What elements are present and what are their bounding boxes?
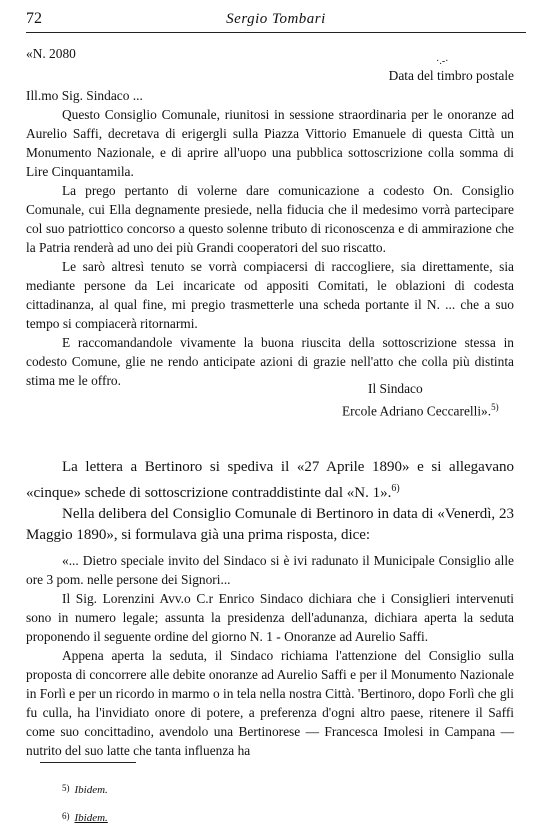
footnote [62, 775, 108, 803]
footnote [62, 803, 108, 831]
footnote-ref-5: 5) [491, 402, 499, 412]
salutation: Ill.mo Sig. Sindaco ... [26, 88, 143, 103]
footnote-rule [40, 762, 136, 763]
footnote-text: Ibidem. [74, 812, 108, 824]
footnote-ref: 5) [62, 783, 70, 793]
page-number: 72 [26, 10, 42, 27]
postmark-date: Data del timbro postale [388, 68, 514, 83]
signature-block [342, 379, 542, 420]
header-rule [26, 32, 526, 33]
narrative-paragraph: Nella delibera del Consiglio Comunale di Bertinoro in data di «Venerdì, 23 Maggio 1890», si formulava già una prima risposta, dice: [26, 506, 514, 543]
quote-paragraph: Appena aperta la seduta, il Sindaco richiama l'attenzione del Consiglio sulla proposta di concorrere alle debite onoranze ad Aurelio Saffi e per il Monumento Nazionale in Forlì e per un ricordo in marmo o in tela nella nostra Città. 'Bertinoro, dopo Forlì che gli fu culla, ha l'invidiato onore di potere, a preferenza d'ogni altro paese, ritenere il Saffi come suo concittadino, avendolo una Bertinorese — Francesca Imolesi in Campana — nutrito del suo latte che tanta influenza ha [26, 648, 514, 758]
signature-title: Il Sindaco [368, 381, 423, 396]
stamp-mark: ·.-· [436, 56, 449, 67]
letter-paragraph: Le sarò altresì tenuto se vorrà compiacersi di raccogliere, sia direttamente, sia mediante persone da Lei incaricate od appositi Comitati, le oblazioni di codesta cittadinanza, al qual fine, mi pregio trasmetterle una scheda portante il N. ... che a suo tempo si compiacerà ritornarmi. [26, 259, 514, 331]
narrative-block [26, 457, 514, 546]
letter-paragraph: La prego pertanto di volerne dare comunicazione a codesto On. Consiglio Comunale, cui Ella degnamente presiede, nella fiducia che il medesimo vorrà partecipare col suo patriottico concorso a questo solenne tributo di riconoscenza e di ammirazione che la Patria renderà ad uno dei più Grandi cooperatori del suo riscatto. [26, 183, 514, 255]
narrative-paragraph [26, 457, 514, 504]
letter-paragraph: Questo Consiglio Comunale, riunitosi in sessione straordinaria per le onoranze ad Aurelio Saffi, decretava di erigergli sulla Piazza Vittorio Emanuele di questa Città un Monumento Nazionale, e di aprire all'uopo una pubblica sottoscrizione colla somma di Lire Cinquantamila. [26, 107, 514, 179]
quote-paragraph: «... Dietro speciale invito del Sindaco si è ivi radunato il Municipale Consiglio alle ore 3 pom. nelle persone dei Signori... [26, 553, 514, 587]
signature-name: Ercole Adriano Ceccarelli». [342, 403, 492, 419]
footnote-text: Ibidem. [74, 784, 108, 796]
footnote-ref-6: 6) [391, 483, 400, 494]
quoted-deliberation [26, 551, 514, 760]
footnote-ref: 6) [62, 811, 70, 821]
quote-paragraph: Il Sig. Lorenzini Avv.o C.r Enrico Sindaco dichiara che i Consiglieri intervenuti sono in numero legale; assunta la presidenza dell'adunanza, dichiara aperta la seduta proponendo il seguente ordine del giorno N. 1 - Onoranze ad Aurelio Saffi. [26, 591, 514, 644]
document-number: «N. 2080 [26, 46, 76, 61]
signature-line [342, 398, 542, 420]
letter-paragraph: E raccomandandole vivamente la buona riuscita della sottoscrizione stessa in codesto Comune, glie ne rendo anticipate azioni di grazie nell'atto che colla più distinta stima me le offro. [26, 335, 514, 388]
narrative-text: La lettera a Bertinoro si spediva il «27 Aprile 1890» e si allegavano «cinque» schede di sottoscrizione contraddistinte dal «N. 1». [26, 459, 514, 501]
footnotes [62, 775, 108, 831]
running-head: Sergio Tombari [226, 11, 326, 27]
page-header [26, 10, 526, 32]
letter-body [26, 105, 514, 390]
